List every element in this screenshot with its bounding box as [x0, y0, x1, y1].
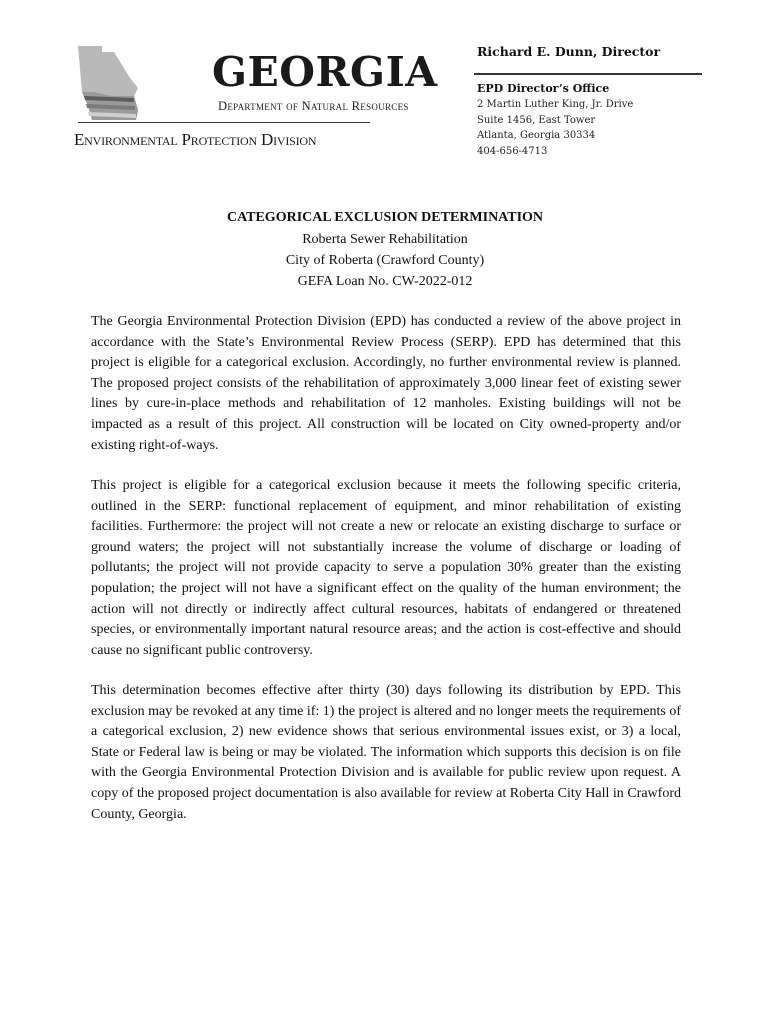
director-name: Richard E. Dunn, Director	[477, 44, 661, 59]
paragraph-review: The Georgia Environmental Protection Division (EPD) has conducted a review of the above project in accordance with the State’s Environmental Review Process (SERP). EPD has determined that this project is eligible for a categorical exclusion. Accordingly, no further environmental review is planned. The proposed project consists of the rehabilitation of approximately 3,000 linear feet of existing sewer lines by cure-in-place methods and rehabilitation of 12 manholes. Existing buildings will not be impacted as a result of this project. All construction will be located on City owned-property and/or existing right-of-ways.	[91, 314, 681, 453]
address-line-1: 2 Martin Luther King, Jr. Drive	[477, 99, 634, 110]
loan-number: GEFA Loan No. CW-2022-012	[297, 274, 473, 289]
phone-number: 404-656-4713	[477, 146, 548, 157]
header-divider	[474, 73, 702, 75]
address-line-3: Atlanta, Georgia 30334	[477, 130, 596, 141]
georgia-epd-logo	[72, 44, 438, 156]
address-line-2: Suite 1456, East Tower	[477, 115, 596, 126]
georgia-wordmark: GEORGIA	[212, 48, 438, 96]
city-name: City of Roberta (Crawford County)	[285, 253, 485, 268]
office-name: EPD Director’s Office	[477, 82, 610, 95]
paragraph-effective: This determination becomes effective after thirty (30) days following its distribution by EPD. This exclusion may be revoked at any time if: 1) the project is altered and no longer meets the requirements of a categorical exclusion, 2) new evidence shows that serious environmental issues exist, or 3) a local, State or Federal law is being or may be violated. The information which supports this decision is on file with the Georgia Environmental Protection Division and is available for public review upon request. A copy of the proposed project documentation is also available for review at Roberta City Hall in Crawford County, Georgia.	[91, 683, 681, 822]
logo-divider	[78, 122, 370, 123]
project-name: Roberta Sewer Rehabilitation	[302, 232, 468, 247]
document-heading: CATEGORICAL EXCLUSION DETERMINATION	[226, 210, 544, 225]
division-name: Environmental Protection Division	[74, 130, 317, 149]
department-name: Department of Natural Resources	[218, 99, 409, 113]
georgia-state-map-icon	[72, 44, 152, 122]
paragraph-criteria: This project is eligible for a categorical exclusion because it meets the following specific criteria, outlined in the SERP: functional replacement of equipment, and minor rehabilitation of existing facilities. Furthermore: the project will not create a new or relocate an existing discharge to surface or ground waters; the project will not substantially increase the volume of discharge or loading of pollutants; the project will not provide capacity to serve a population 30% greater than the existing population; the project will not have a significant effect on the quality of the human environment; the action will not directly or indirectly affect cultural resources, habitats of endangered or threatened species, or environmentally important natural resource areas; and the action is cost-effective and should cause no significant public controversy.	[91, 478, 681, 658]
